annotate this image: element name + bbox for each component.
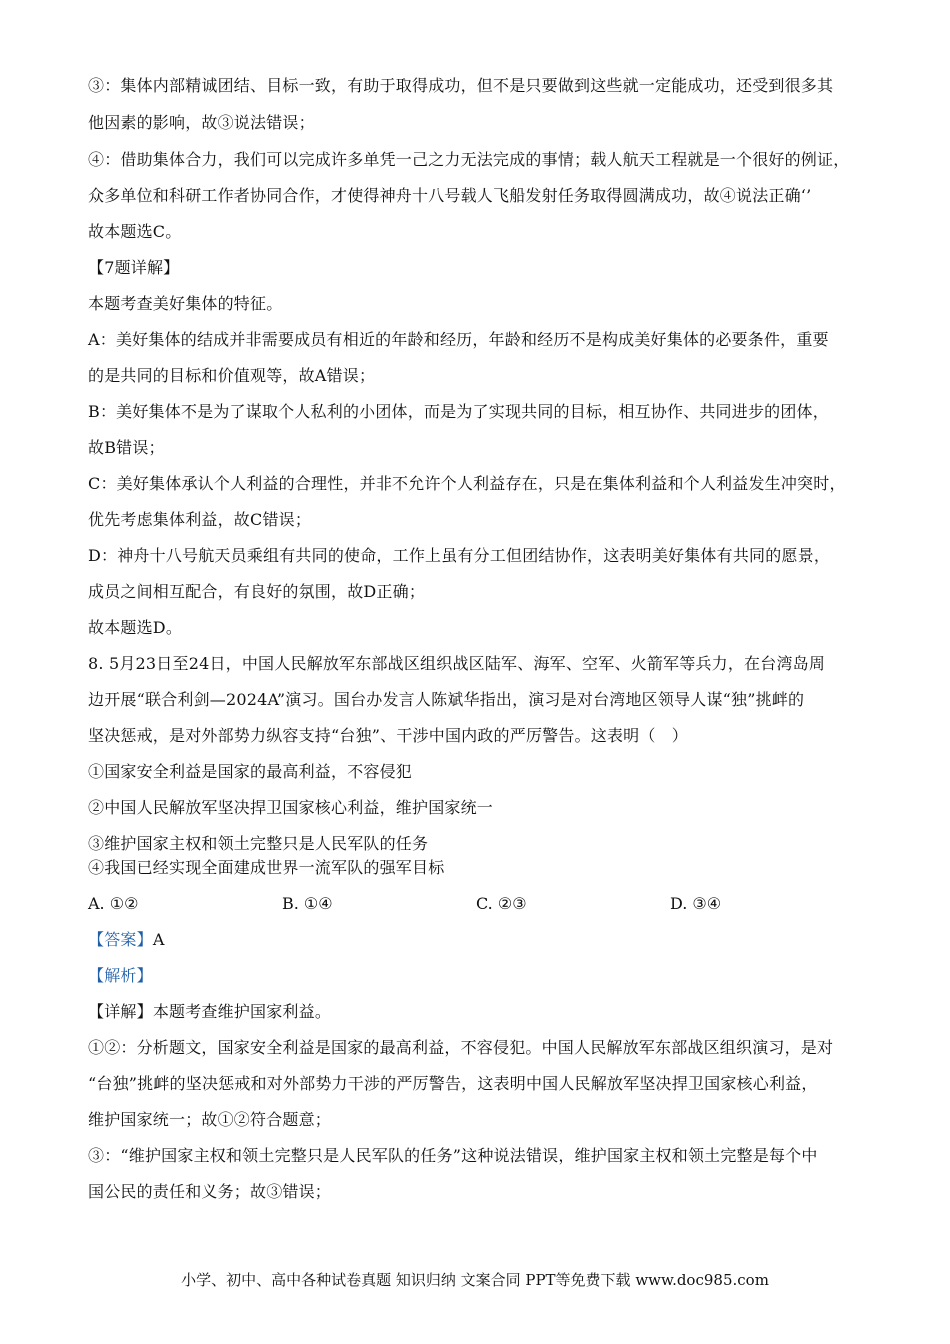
text-line: 他因素的影响，故③说法错误；: [88, 113, 315, 132]
statement-item: ②中国人民解放军坚决捍卫国家核心利益，维护国家统一: [88, 798, 494, 817]
analysis-tag: 【解析】: [88, 966, 153, 985]
statement-item: ①国家安全利益是国家的最高利益，不容侵犯: [88, 762, 413, 781]
text-line: 优先考虑集体利益，故C错误；: [88, 510, 312, 529]
statement-item: ③维护国家主权和领土完整只是人民军队的任务: [88, 834, 429, 853]
question-stem: 8. 5月23日至24日，中国人民解放军东部战区组织战区陆军、海军、空军、火箭军等兵力，在台湾岛周: [88, 654, 826, 673]
text-line: 成员之间相互配合，有良好的氛围，故D正确；: [88, 582, 426, 601]
text-line: ①②：分析题文，国家安全利益是国家的最高利益，不容侵犯。中国人民解放军东部战区组织演习，是对: [88, 1038, 834, 1057]
page-footer: 小学、初中、高中各种试卷真题 知识归纳 文案合同 PPT等免费下载 www.doc985.com: [181, 1271, 769, 1289]
text-line: A：美好集体的结成并非需要成员有相近的年龄和经历，年龄和经历不是构成美好集体的必要条件，重要: [88, 330, 829, 349]
option-d: D. ③④: [670, 894, 722, 913]
text-line: 故本题选D。: [88, 618, 183, 637]
text-line: ④：借助集体合力，我们可以完成许多单凭一己之力无法完成的事情；载人航天工程就是一个很好的例证，: [88, 150, 850, 169]
question-stem: 边开展“联合利剑—2024A”演习。国台办发言人陈斌华指出，演习是对台湾地区领导人谋“独”挑衅的: [88, 690, 805, 709]
text-line: 故本题选C。: [88, 222, 182, 241]
text-line: 本题考查美好集体的特征。: [88, 294, 283, 313]
option-a: A. ①②: [88, 894, 139, 913]
text-line: 国公民的责任和义务；故③错误；: [88, 1182, 332, 1201]
text-line: D：神舟十八号航天员乘组有共同的使命，工作上虽有分工但团结协作，这表明美好集体有共同的愿景，: [88, 546, 831, 565]
question-stem: 坚决惩戒，是对外部势力纵容支持“台独”、干涉中国内政的严厉警告。这表明（ ）: [88, 726, 688, 745]
detail-text: 本题考查维护国家利益。: [152, 1002, 332, 1021]
answer-tag: 【答案】: [88, 930, 153, 949]
text-line: ③：集体内部精诚团结、目标一致，有助于取得成功，但不是只要做到这些就一定能成功，还受到很多其: [88, 76, 834, 95]
answer-value: A: [152, 930, 165, 949]
statement-item: ④我国已经实现全面建成世界一流军队的强军目标: [88, 858, 445, 877]
option-c: C. ②③: [476, 894, 527, 913]
answer-line: [88, 930, 165, 950]
text-line: “台独”挑衅的坚决惩戒和对外部势力干涉的严厉警告，这表明中国人民解放军坚决捍卫国家核心利益，: [88, 1074, 818, 1093]
text-line: 众多单位和科研工作者协同合作，才使得神舟十八号载人飞船发射任务取得圆满成功，故④说法正确‘’: [88, 186, 812, 205]
text-line: C：美好集体承认个人利益的合理性，并非不允许个人利益存在，只是在集体利益和个人利益发生冲突时，: [88, 474, 846, 493]
text-line: ③：“维护国家主权和领土完整只是人民军队的任务”这种说法错误，维护国家主权和领土完整是每个中: [88, 1146, 818, 1165]
option-b: B. ①④: [282, 894, 333, 913]
detail-tag: 【详解】: [88, 1002, 153, 1021]
text-line: 维护国家统一；故①②符合题意；: [88, 1110, 332, 1129]
detail-line: [88, 1002, 331, 1022]
text-line: B：美好集体不是为了谋取个人私利的小团体，而是为了实现共同的目标，相互协作、共同进步的团体，: [88, 402, 829, 421]
text-line: 故B错误；: [88, 438, 165, 457]
text-line: 的是共同的目标和价值观等，故A错误；: [88, 366, 376, 385]
section-heading: 【7题详解】: [88, 258, 180, 277]
answer-options: [88, 894, 848, 914]
